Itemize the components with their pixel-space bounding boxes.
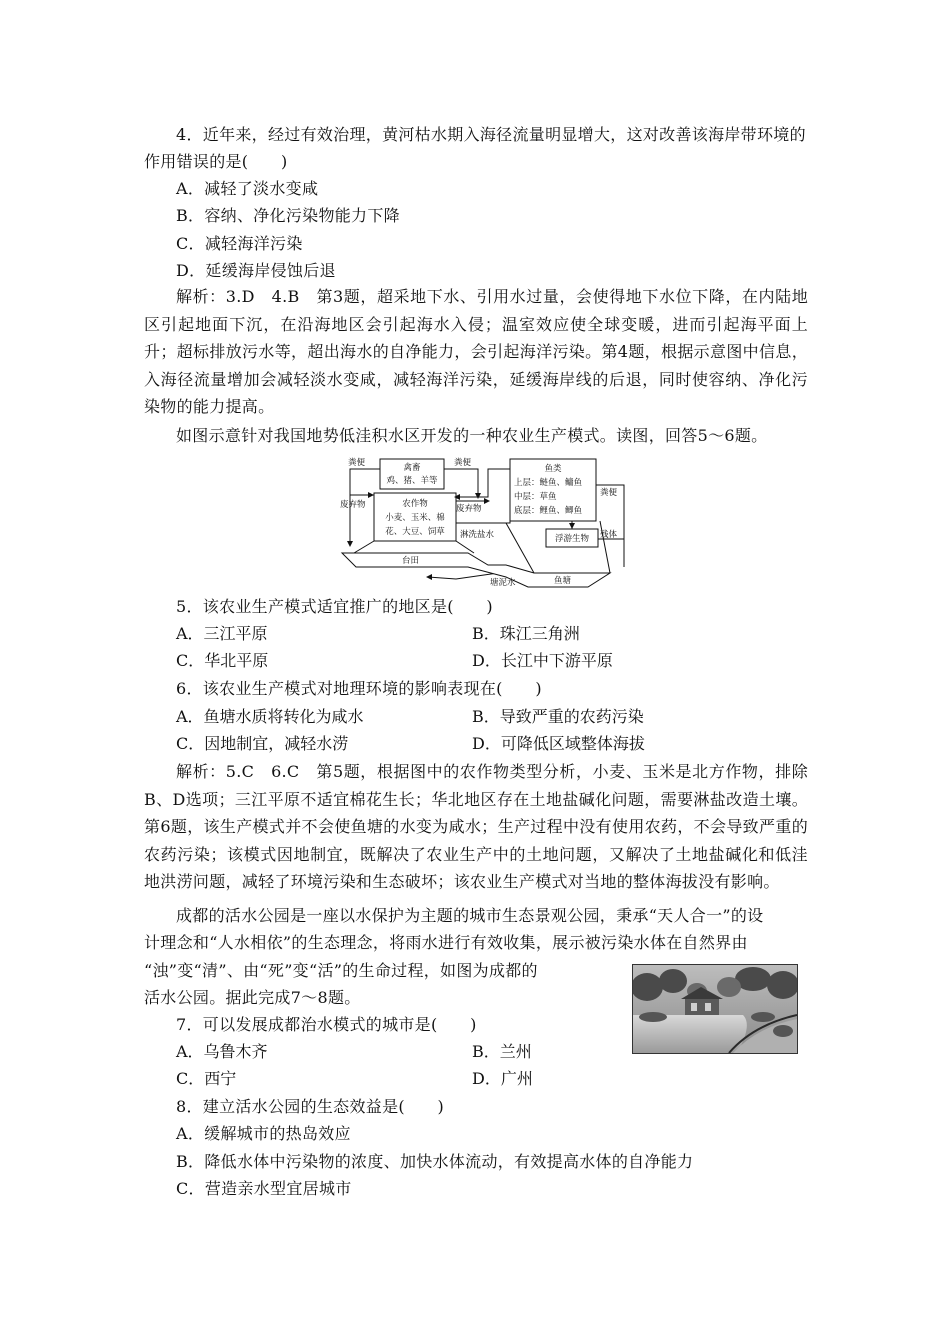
intro-7-8-line1: 成都的活水公园是一座以水保护为主题的城市生态景观公园，秉承“天人合一”的设 bbox=[176, 906, 764, 925]
manure-left-label: 粪便 bbox=[348, 458, 366, 468]
intro-7-8-line2: 计理念和“人水相依”的生态理念，将雨水进行有效收集，展示被污染水体在自然界由 bbox=[144, 933, 748, 952]
platform-field-label: 台田 bbox=[402, 556, 420, 566]
crops-line1: 小麦、玉米、棉 bbox=[385, 513, 445, 523]
analysis-3-4: 解析：3.D 4.B 第3题，超采地下水、引用水过量，会使得地下水位下降，在内陆地区引起地面下沉，在沿海地区会引起海水入侵；温室效应使全球变暖，进而引起海平面上升；超标排放污水等，超出海水的自净能力，会引起海洋污染。第4题，根据示意图中信息，入海径流量增加会减轻淡水变咸，减轻海洋污染，延缓海岸线的后退，同时使容纳、净化污染物的能力提高。 bbox=[144, 287, 808, 416]
q6-option-d: D．可降低区域整体海拔 bbox=[472, 734, 645, 753]
fish-upper: 上层：鲢鱼、鳙鱼 bbox=[514, 478, 583, 488]
livestock-title: 禽畜 bbox=[403, 463, 421, 473]
q6-option-b: B．导致严重的农药污染 bbox=[472, 707, 644, 726]
q6-option-a: A．鱼塘水质将转化为咸水 bbox=[176, 707, 364, 726]
plankton-label: 浮游生物 bbox=[554, 534, 590, 544]
intro-5-6: 如图示意针对我国地势低洼积水区开发的一种农业生产模式。读图，回答5～6题。 bbox=[176, 426, 768, 445]
q7-option-d: D．广州 bbox=[472, 1069, 533, 1088]
fish-title: 鱼类 bbox=[544, 464, 562, 474]
q4-stem-line2: 作用错误的是( ) bbox=[144, 152, 288, 171]
pond-mud-label: 塘泥水 bbox=[490, 578, 516, 588]
livestock-items: 鸡、猪、羊等 bbox=[386, 476, 438, 486]
manure-right-label: 粪便 bbox=[600, 488, 618, 498]
q8-stem: 8．建立活水公园的生态效益是( ) bbox=[176, 1097, 445, 1116]
intro-7-8-line3: “浊”变“清”、由“死”变“活”的生命过程，如图为成都的 bbox=[144, 961, 538, 980]
analysis-5-6: 解析：5.C 6.C 第5题，根据图中的农作物类型分析，小麦、玉米是北方作物，排除B、D选项；三江平原不适宜棉花生长；华北地区存在土地盐碱化问题，需要淋盐改造土壤。第6题，该生产模式并不会使鱼塘的水变为咸水；生产过程中没有使用农药，不会导致严重的农药污染；该模式因地制宜，既解决了农业生产中的土地问题，又解决了土地盐碱化和低洼地洪涝问题，减轻了环境污染和生态破坏；该农业生产模式对当地的整体海拔没有影响。 bbox=[144, 762, 808, 891]
q5-option-d: D．长江中下游平原 bbox=[472, 651, 613, 670]
q5-option-c: C．华北平原 bbox=[176, 651, 269, 670]
waste-left-label: 废弃物 bbox=[340, 500, 366, 510]
leach-water-label: 淋洗盐水 bbox=[460, 530, 495, 540]
q7-option-b: B．兰州 bbox=[472, 1042, 532, 1061]
q5-stem: 5．该农业生产模式适宜推广的地区是( ) bbox=[176, 597, 493, 616]
q6-option-c: C．因地制宜，减轻水涝 bbox=[176, 734, 349, 753]
q5-option-a: A．三江平原 bbox=[176, 624, 268, 643]
waste-mid-label: 废弃物 bbox=[456, 504, 482, 514]
park-photo bbox=[632, 964, 798, 1054]
residue-label: 残体 bbox=[600, 530, 618, 540]
fish-bottom: 底层：鲤鱼、鲫鱼 bbox=[514, 506, 583, 516]
crops-title: 农作物 bbox=[402, 499, 428, 509]
intro-7-8-line4: 活水公园。据此完成7～8题。 bbox=[144, 988, 361, 1007]
q8-option-c: C．营造亲水型宜居城市 bbox=[176, 1179, 352, 1198]
q7-stem: 7．可以发展成都治水模式的城市是( ) bbox=[176, 1015, 477, 1034]
q5-option-b: B．珠江三角洲 bbox=[472, 624, 580, 643]
crops-line2: 花、大豆、饲草 bbox=[385, 527, 445, 537]
q7-option-c: C．西宁 bbox=[176, 1069, 237, 1088]
fish-middle: 中层：草鱼 bbox=[514, 492, 557, 502]
agriculture-model-diagram bbox=[338, 455, 638, 595]
q6-stem: 6．该农业生产模式对地理环境的影响表现在( ) bbox=[176, 679, 542, 698]
q4-option-d: D．延缓海岸侵蚀后退 bbox=[176, 261, 336, 280]
q4-stem-line1: 4．近年来，经过有效治理，黄河枯水期入海径流量明显增大，这对改善该海岸带环境的 bbox=[176, 125, 806, 144]
fish-pond-label: 鱼塘 bbox=[554, 576, 572, 586]
manure-mid-label: 粪便 bbox=[454, 458, 472, 468]
q7-option-a: A．乌鲁木齐 bbox=[176, 1042, 268, 1061]
q4-option-b: B．容纳、净化污染物能力下降 bbox=[176, 206, 400, 225]
q4-option-c: C．减轻海洋污染 bbox=[176, 234, 303, 253]
q8-option-b: B．降低水体中污染物的浓度、加快水体流动，有效提高水体的自净能力 bbox=[176, 1152, 694, 1171]
q4-option-a: A．减轻了淡水变咸 bbox=[176, 179, 319, 198]
q8-option-a: A．缓解城市的热岛效应 bbox=[176, 1124, 351, 1143]
